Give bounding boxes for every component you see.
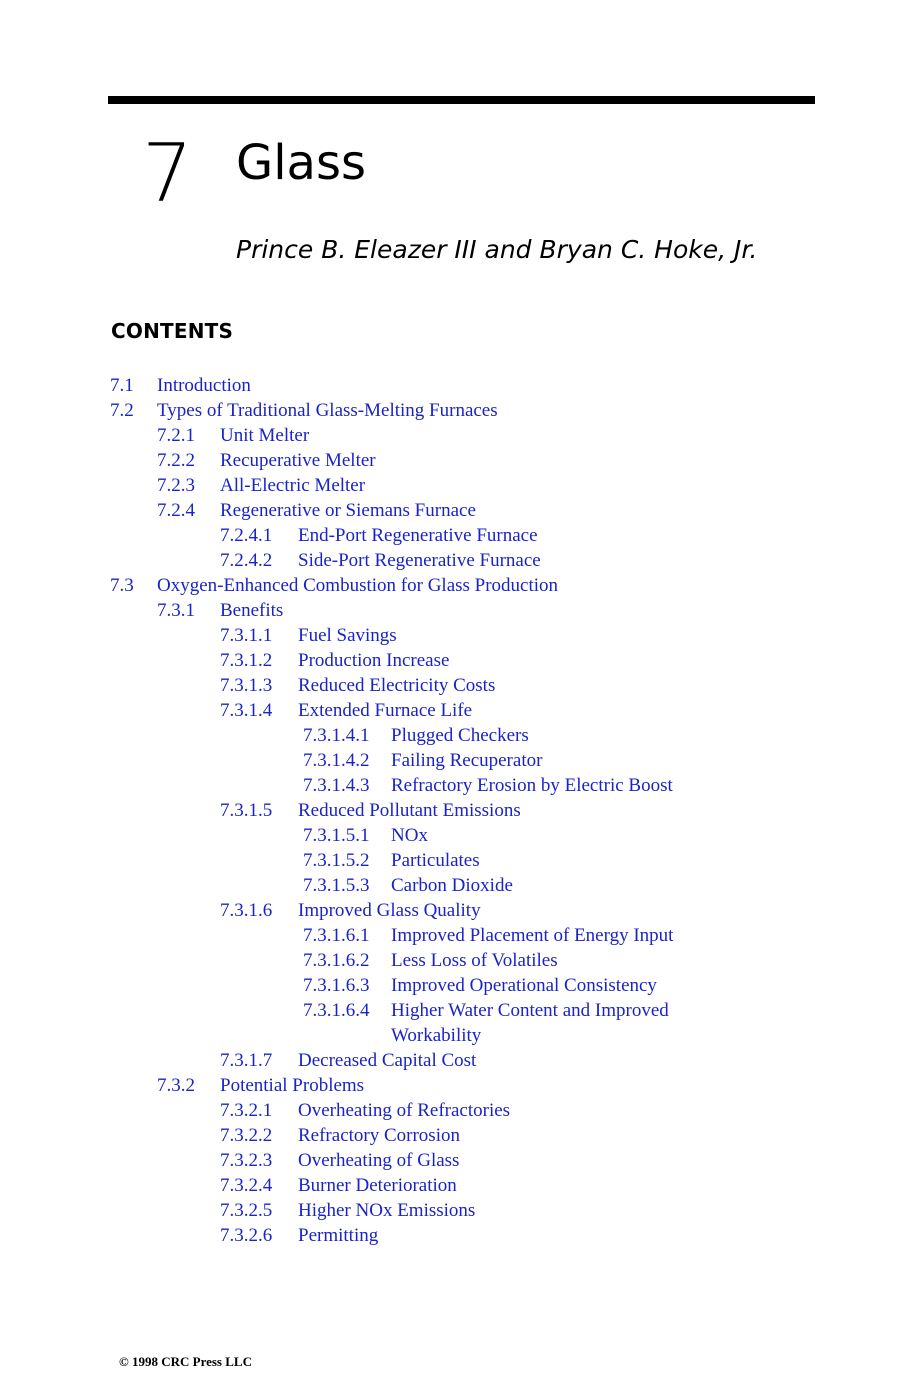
toc-entry[interactable] xyxy=(0,948,921,973)
toc-entry[interactable] xyxy=(0,423,921,448)
toc-entry[interactable] xyxy=(0,723,921,748)
toc-entry[interactable] xyxy=(0,773,921,798)
table-of-contents xyxy=(0,373,921,1248)
toc-entry-title[interactable]: Decreased Capital Cost xyxy=(298,1050,477,1071)
toc-entry[interactable] xyxy=(0,598,921,623)
toc-entry-number[interactable]: 7.2 xyxy=(110,400,134,421)
chapter-authors: Prince B. Eleazer III and Bryan C. Hoke, Jr. xyxy=(236,235,758,264)
toc-entry-title[interactable]: Unit Melter xyxy=(220,425,310,446)
contents-heading: CONTENTS xyxy=(111,319,234,343)
toc-entry[interactable] xyxy=(0,798,921,823)
toc-entry-number[interactable]: 7.2.4.2 xyxy=(220,550,273,571)
toc-entry[interactable] xyxy=(0,823,921,848)
toc-entry-title[interactable]: All-Electric Melter xyxy=(220,475,366,496)
toc-entry-title[interactable]: Side-Port Regenerative Furnace xyxy=(298,550,541,571)
toc-entry-number[interactable]: 7.3.1.6.1 xyxy=(303,925,370,946)
toc-entry-number[interactable]: 7.3.1.1 xyxy=(220,625,273,646)
toc-entry[interactable] xyxy=(0,448,921,473)
toc-entry-number[interactable]: 7.3.1.3 xyxy=(220,675,273,696)
toc-entry-number[interactable]: 7.3.2.1 xyxy=(220,1100,273,1121)
toc-entry-number[interactable]: 7.3.1.4.1 xyxy=(303,725,370,746)
toc-entry[interactable] xyxy=(0,1073,921,1098)
chapter-top-rule xyxy=(108,96,815,104)
toc-entry-title[interactable]: Reduced Electricity Costs xyxy=(298,675,496,696)
toc-entry-number[interactable]: 7.3.1 xyxy=(157,600,195,621)
toc-entry-number[interactable]: 7.3.1.6.3 xyxy=(303,975,370,996)
toc-entry-title[interactable]: Refractory Erosion by Electric Boost xyxy=(391,775,673,796)
toc-entry-number[interactable]: 7.2.4.1 xyxy=(220,525,273,546)
toc-entry-number[interactable]: 7.3.1.4.2 xyxy=(303,750,370,771)
toc-entry[interactable] xyxy=(0,1048,921,1073)
toc-entry-title[interactable]: Higher NOx Emissions xyxy=(298,1200,476,1221)
toc-entry-number[interactable]: 7.3.1.4.3 xyxy=(303,775,370,796)
toc-entry-title[interactable]: Recuperative Melter xyxy=(220,450,376,471)
toc-entry-number[interactable]: 7.3.2.4 xyxy=(220,1175,273,1196)
toc-entry-title[interactable]: Refractory Corrosion xyxy=(298,1125,460,1146)
toc-entry-title[interactable]: Failing Recuperator xyxy=(391,750,543,771)
chapter-title: Glass xyxy=(236,135,366,191)
copyright-footer: © 1998 CRC Press LLC xyxy=(119,1354,252,1369)
toc-entry-number[interactable]: 7.3.2.6 xyxy=(220,1225,273,1246)
toc-entry[interactable] xyxy=(0,898,921,923)
toc-entry-number[interactable]: 7.3.1.5.1 xyxy=(303,825,370,846)
toc-entry-number[interactable]: 7.2.4 xyxy=(157,500,195,521)
toc-entry[interactable] xyxy=(0,1223,921,1248)
toc-entry-title[interactable]: Burner Deterioration xyxy=(298,1175,457,1196)
toc-entry-title[interactable]: Reduced Pollutant Emissions xyxy=(298,800,521,821)
toc-entry-number[interactable]: 7.3.1.5.3 xyxy=(303,875,370,896)
chapter-number: 7 xyxy=(142,127,193,220)
toc-entry[interactable] xyxy=(0,373,921,398)
toc-entry-title[interactable]: Carbon Dioxide xyxy=(391,875,513,896)
toc-entry-number[interactable]: 7.3 xyxy=(110,575,134,596)
toc-entry-title[interactable]: Production Increase xyxy=(298,650,450,671)
toc-entry-title[interactable]: Regenerative or Siemans Furnace xyxy=(220,500,476,521)
toc-entry[interactable] xyxy=(0,398,921,423)
toc-entry[interactable] xyxy=(0,1198,921,1223)
toc-entry-title[interactable]: Oxygen-Enhanced Combustion for Glass Production xyxy=(157,575,559,596)
toc-entry-title[interactable]: Improved Glass Quality xyxy=(298,900,481,921)
toc-entry-title[interactable]: NOx xyxy=(391,825,428,846)
toc-entry-number[interactable]: 7.2.3 xyxy=(157,475,195,496)
toc-entry-title[interactable]: Permitting xyxy=(298,1225,379,1246)
toc-entry[interactable] xyxy=(0,1173,921,1198)
toc-entry-number[interactable]: 7.2.1 xyxy=(157,425,195,446)
toc-entry-title[interactable]: Benefits xyxy=(220,600,284,621)
toc-entry[interactable] xyxy=(0,548,921,573)
toc-entry-number[interactable]: 7.3.2.5 xyxy=(220,1200,273,1221)
toc-entry[interactable] xyxy=(0,1123,921,1148)
toc-entry-number[interactable]: 7.3.1.5 xyxy=(220,800,273,821)
toc-entry[interactable] xyxy=(0,623,921,648)
toc-entry-number[interactable]: 7.3.1.2 xyxy=(220,650,273,671)
toc-entry[interactable] xyxy=(0,998,921,1023)
toc-entry-number[interactable]: 7.3.1.6.4 xyxy=(303,1000,370,1021)
toc-entry-title[interactable]: Plugged Checkers xyxy=(391,725,529,746)
toc-entry-title[interactable]: Potential Problems xyxy=(220,1075,365,1096)
toc-entry-number[interactable]: 7.2.2 xyxy=(157,450,195,471)
toc-entry[interactable] xyxy=(0,573,921,598)
toc-entry-number[interactable]: 7.3.2.3 xyxy=(220,1150,273,1171)
toc-entry-title[interactable]: Workability xyxy=(391,1025,482,1046)
toc-entry-title[interactable]: Improved Operational Consistency xyxy=(391,975,657,996)
toc-entry[interactable] xyxy=(0,498,921,523)
toc-entry[interactable] xyxy=(0,648,921,673)
toc-entry[interactable] xyxy=(0,748,921,773)
toc-entry[interactable] xyxy=(0,848,921,873)
toc-entry-number[interactable]: 7.3.1.6.2 xyxy=(303,950,370,971)
toc-entry-title[interactable]: Overheating of Refractories xyxy=(298,1100,511,1121)
toc-entry[interactable] xyxy=(0,1023,921,1048)
toc-entry-number[interactable]: 7.1 xyxy=(110,375,134,396)
toc-entry-number[interactable]: 7.3.1.4 xyxy=(220,700,273,721)
toc-entry-number[interactable]: 7.3.1.6 xyxy=(220,900,273,921)
toc-entry[interactable] xyxy=(0,973,921,998)
toc-entry-title[interactable]: Overheating of Glass xyxy=(298,1150,460,1171)
toc-entry[interactable] xyxy=(0,1148,921,1173)
toc-entry[interactable] xyxy=(0,473,921,498)
toc-entry-title[interactable]: Improved Placement of Energy Input xyxy=(391,925,674,946)
toc-entry-title[interactable]: End-Port Regenerative Furnace xyxy=(298,525,538,546)
toc-entry[interactable] xyxy=(0,673,921,698)
toc-entry-title[interactable]: Introduction xyxy=(157,375,251,396)
toc-entry-number[interactable]: 7.3.1.7 xyxy=(220,1050,273,1071)
toc-entry[interactable] xyxy=(0,523,921,548)
toc-entry-number[interactable]: 7.3.2.2 xyxy=(220,1125,273,1146)
toc-entry[interactable] xyxy=(0,923,921,948)
toc-entry[interactable] xyxy=(0,698,921,723)
toc-entry-title[interactable]: Particulates xyxy=(391,850,480,871)
toc-entry-number[interactable]: 7.3.1.5.2 xyxy=(303,850,370,871)
toc-entry-title[interactable]: Fuel Savings xyxy=(298,625,397,646)
toc-entry-title[interactable]: Higher Water Content and Improved xyxy=(391,1000,669,1021)
toc-entry[interactable] xyxy=(0,1098,921,1123)
toc-entry-title[interactable]: Less Loss of Volatiles xyxy=(391,950,558,971)
toc-entry[interactable] xyxy=(0,873,921,898)
toc-entry-title[interactable]: Extended Furnace Life xyxy=(298,700,473,721)
toc-entry-title[interactable]: Types of Traditional Glass-Melting Furnaces xyxy=(157,400,498,421)
toc-entry-number[interactable]: 7.3.2 xyxy=(157,1075,195,1096)
